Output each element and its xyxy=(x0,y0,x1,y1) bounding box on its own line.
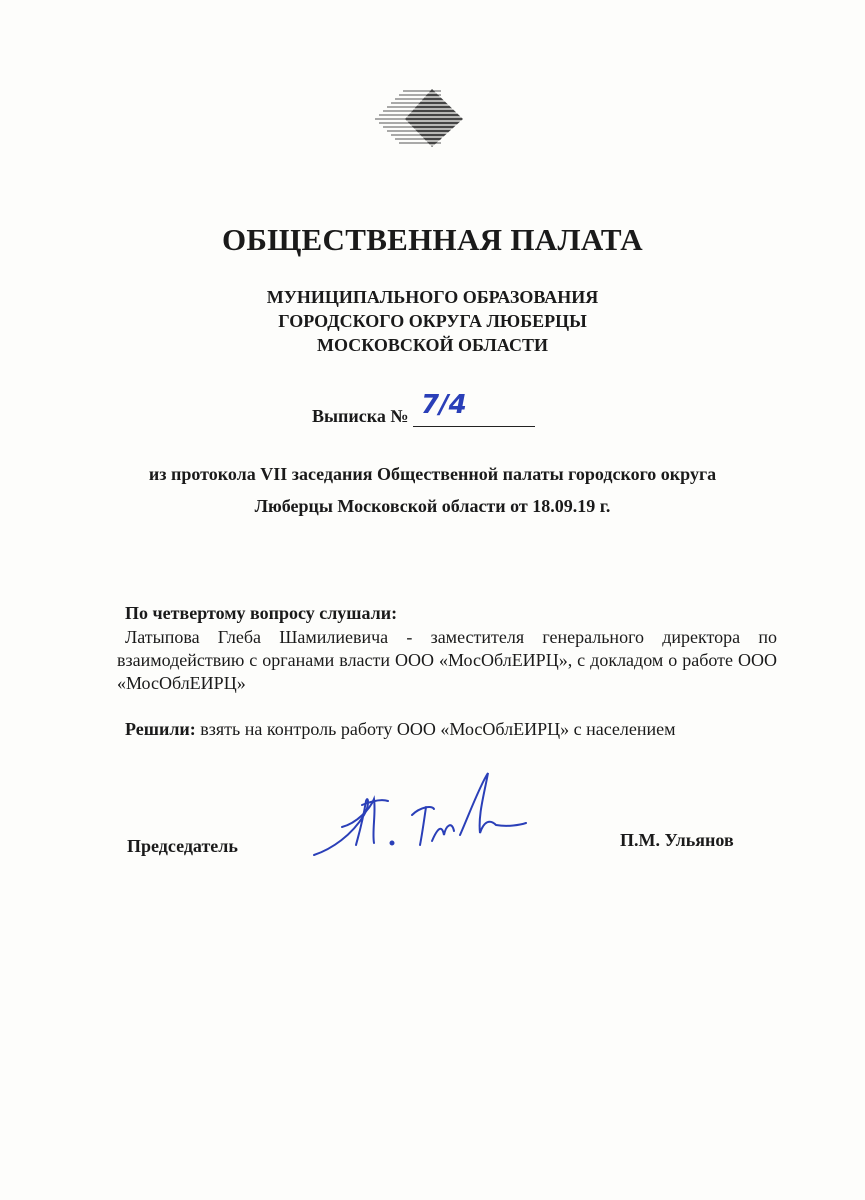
handwritten-number: 7/4 xyxy=(420,390,467,420)
extract-number xyxy=(312,390,535,427)
extract-label: Выписка № xyxy=(312,406,409,426)
signature-image xyxy=(312,765,532,860)
decided-label: Решили: xyxy=(125,719,196,739)
signature-role: Председатель xyxy=(127,836,238,856)
heard-text: Латыпова Глеба Шамилиевича - заместителя генерального директора по взаимодействию с органами власти ООО «МосОблЕИРЦ», с докладом о работе ООО «МосОблЕИРЦ» xyxy=(117,627,777,693)
protocol-line-2: Люберцы Московской области от 18.09.19 г. xyxy=(254,496,611,516)
decision xyxy=(125,719,676,740)
signature-name: П.М. Ульянов xyxy=(620,830,734,850)
subtitle-line-2: ГОРОДСКОГО ОКРУГА ЛЮБЕРЦЫ xyxy=(278,311,587,331)
protocol-line-1: из протокола VII заседания Общественной палаты городского округа xyxy=(148,464,717,484)
emblem-logo xyxy=(375,88,475,148)
heard-label: По четвертому вопросу слушали: xyxy=(125,603,398,623)
decided-text: взять на контроль работу ООО «МосОблЕИРЦ» с населением xyxy=(195,719,676,739)
extract-number-field xyxy=(413,390,535,427)
document-title: ОБЩЕСТВЕННАЯ ПАЛАТА xyxy=(222,222,643,257)
subtitle-line-3: МОСКОВСКОЙ ОБЛАСТИ xyxy=(317,335,548,355)
subtitle-line-1: МУНИЦИПАЛЬНОГО ОБРАЗОВАНИЯ xyxy=(266,287,599,307)
